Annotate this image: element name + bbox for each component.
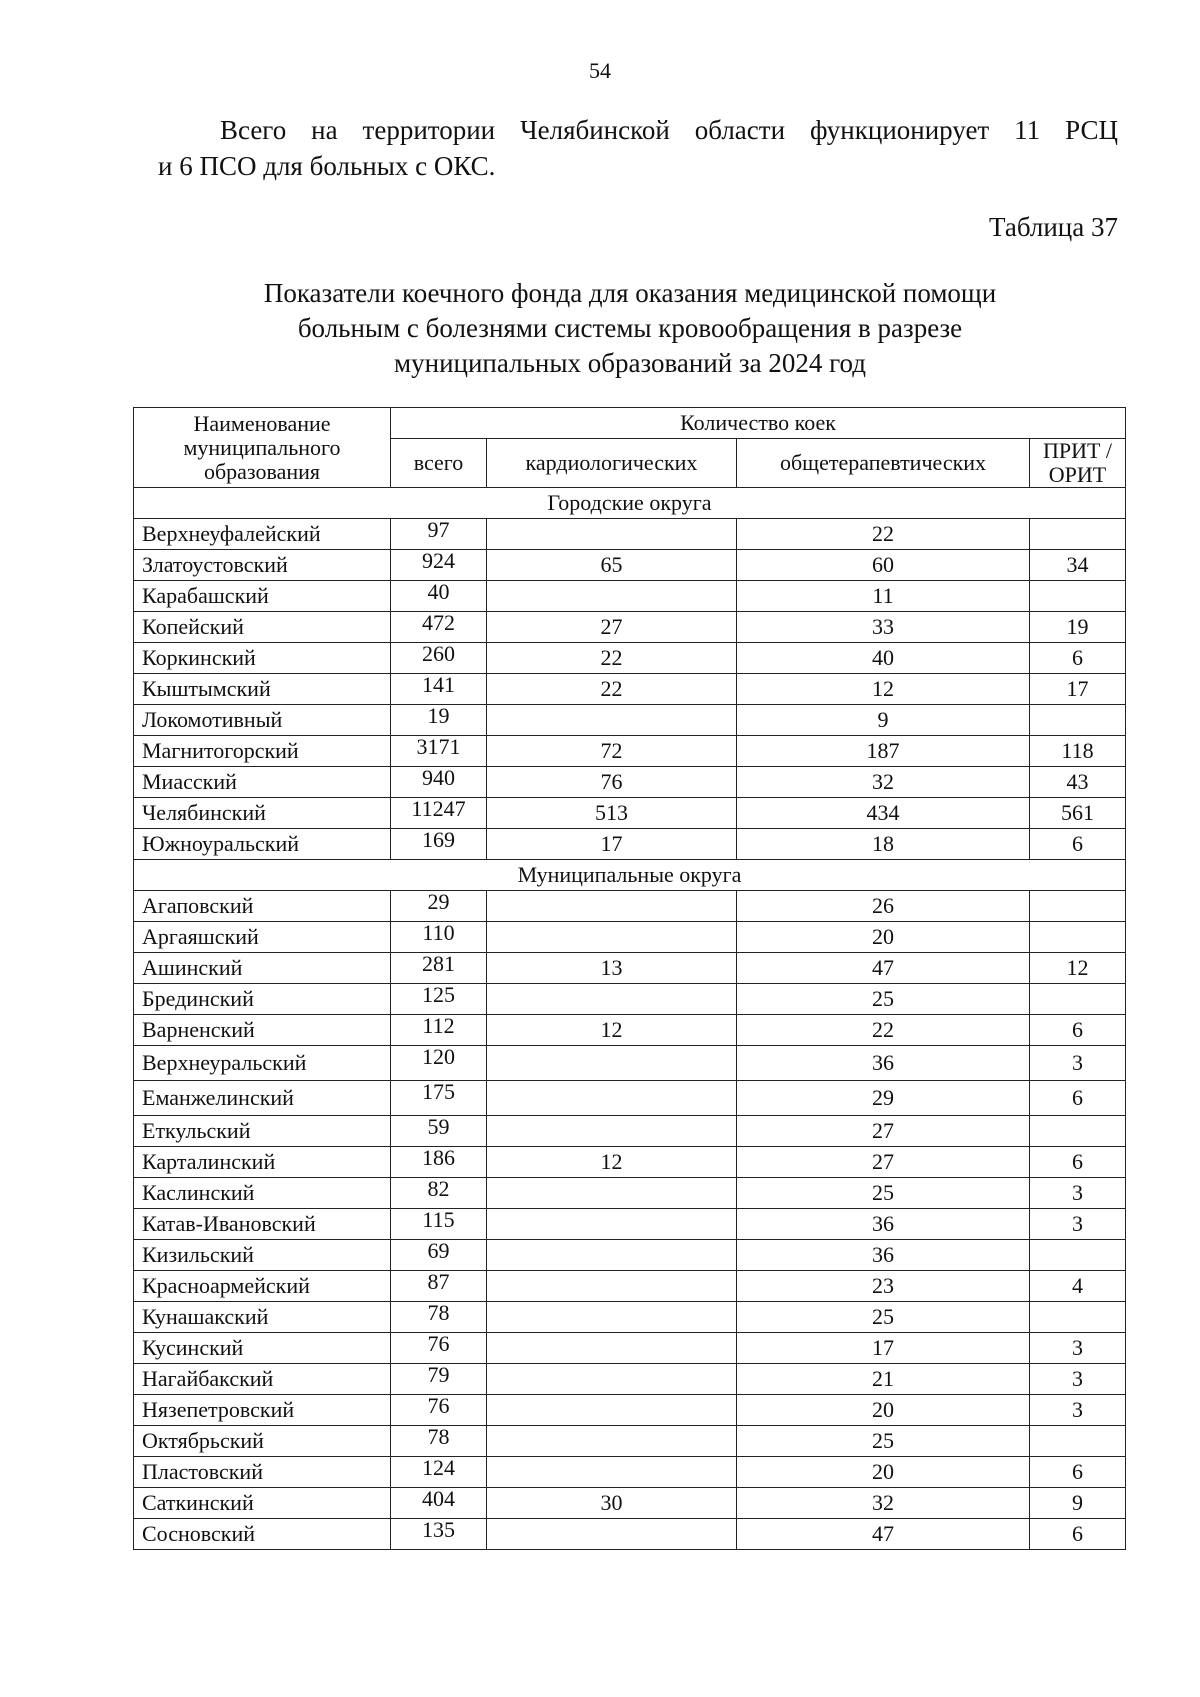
cell-total: 40 (391, 581, 487, 612)
cell-therapy: 25 (737, 1426, 1030, 1457)
cell-total: 87 (391, 1271, 487, 1302)
cell-cardio: 12 (487, 1147, 737, 1178)
table-row (134, 829, 1126, 860)
table-row (134, 705, 1126, 736)
cell-cardio (487, 1081, 737, 1116)
cell-therapy: 23 (737, 1271, 1030, 1302)
cell-icu: 4 (1030, 1271, 1126, 1302)
table-row (134, 1395, 1126, 1426)
cell-icu (1030, 1240, 1126, 1271)
cell-total: 125 (391, 984, 487, 1015)
intro-line-2: и 6 ПСО для больных с ОКС. (158, 151, 496, 181)
cell-icu: 19 (1030, 612, 1126, 643)
cell-municipality-name: Саткинский (134, 1488, 391, 1519)
cell-total: 135 (391, 1519, 487, 1550)
page-number: 54 (589, 58, 611, 83)
cell-total: 82 (391, 1178, 487, 1209)
cell-municipality-name: Сосновский (134, 1519, 391, 1550)
table-row (134, 519, 1126, 550)
cell-icu (1030, 581, 1126, 612)
table-row (134, 1302, 1126, 1333)
header-bed-count: Количество коек (391, 408, 1126, 439)
section-header-row (134, 860, 1126, 891)
cell-municipality-name: Варненский (134, 1015, 391, 1046)
cell-total: 124 (391, 1457, 487, 1488)
cell-cardio (487, 922, 737, 953)
cell-cardio (487, 1395, 737, 1426)
cell-total: 69 (391, 1240, 487, 1271)
table-title-line-1: Показатели коечного фонда для оказания медицинской помощи (263, 278, 997, 308)
cell-total: 112 (391, 1015, 487, 1046)
table-row (134, 1046, 1126, 1081)
cell-municipality-name: Кунашакский (134, 1302, 391, 1333)
cell-icu: 34 (1030, 550, 1126, 581)
cell-therapy: 21 (737, 1364, 1030, 1395)
cell-cardio: 72 (487, 736, 737, 767)
cell-icu: 6 (1030, 1519, 1126, 1550)
cell-cardio (487, 1302, 737, 1333)
cell-cardio: 22 (487, 643, 737, 674)
table-row (134, 767, 1126, 798)
table-row (134, 1457, 1126, 1488)
cell-municipality-name: Октябрьский (134, 1426, 391, 1457)
cell-cardio (487, 1046, 737, 1081)
cell-therapy: 60 (737, 550, 1030, 581)
cell-cardio (487, 1426, 737, 1457)
cell-cardio (487, 984, 737, 1015)
cell-total: 19 (391, 705, 487, 736)
cell-total: 175 (391, 1081, 487, 1116)
cell-total: 472 (391, 612, 487, 643)
cell-therapy: 9 (737, 705, 1030, 736)
cell-municipality-name: Кизильский (134, 1240, 391, 1271)
cell-icu (1030, 922, 1126, 953)
cell-total: 110 (391, 922, 487, 953)
cell-icu: 3 (1030, 1333, 1126, 1364)
cell-therapy: 27 (737, 1116, 1030, 1147)
table-label: Таблица 37 (989, 212, 1118, 242)
cell-icu: 3 (1030, 1178, 1126, 1209)
cell-therapy: 26 (737, 891, 1030, 922)
intro-line-1: Всего на территории Челябинской области функционирует 11 РСЦ (220, 115, 1118, 145)
cell-cardio (487, 1271, 737, 1302)
cell-municipality-name: Челябинский (134, 798, 391, 829)
cell-icu: 9 (1030, 1488, 1126, 1519)
cell-total: 78 (391, 1426, 487, 1457)
table-row (134, 1333, 1126, 1364)
cell-total: 29 (391, 891, 487, 922)
cell-municipality-name: Кыштымский (134, 674, 391, 705)
cell-municipality-name: Катав-Ивановский (134, 1209, 391, 1240)
cell-cardio (487, 1240, 737, 1271)
cell-icu: 3 (1030, 1395, 1126, 1426)
cell-therapy: 17 (737, 1333, 1030, 1364)
cell-cardio (487, 1209, 737, 1240)
cell-total: 141 (391, 674, 487, 705)
table-row (134, 891, 1126, 922)
cell-municipality-name: Брединский (134, 984, 391, 1015)
cell-municipality-name: Пластовский (134, 1457, 391, 1488)
table-row (134, 1240, 1126, 1271)
table-row (134, 550, 1126, 581)
cell-municipality-name: Златоустовский (134, 550, 391, 581)
cell-total: 940 (391, 767, 487, 798)
cell-icu: 3 (1030, 1364, 1126, 1395)
cell-cardio (487, 1178, 737, 1209)
cell-therapy: 32 (737, 767, 1030, 798)
cell-municipality-name: Красноармейский (134, 1271, 391, 1302)
cell-cardio (487, 1333, 737, 1364)
cell-municipality-name: Коркинский (134, 643, 391, 674)
cell-municipality-name: Копейский (134, 612, 391, 643)
table-row (134, 1116, 1126, 1147)
cell-cardio: 12 (487, 1015, 737, 1046)
header-total: всего (391, 439, 487, 488)
cell-cardio: 27 (487, 612, 737, 643)
cell-therapy: 36 (737, 1046, 1030, 1081)
table-row (134, 1015, 1126, 1046)
table-row (134, 581, 1126, 612)
cell-icu (1030, 891, 1126, 922)
cell-therapy: 20 (737, 922, 1030, 953)
cell-total: 404 (391, 1488, 487, 1519)
cell-icu (1030, 1426, 1126, 1457)
cell-icu: 6 (1030, 1147, 1126, 1178)
cell-icu: 561 (1030, 798, 1126, 829)
table-row (134, 1178, 1126, 1209)
cell-icu: 6 (1030, 829, 1126, 860)
cell-therapy: 36 (737, 1240, 1030, 1271)
table-header (134, 408, 1126, 488)
cell-cardio: 76 (487, 767, 737, 798)
cell-total: 78 (391, 1302, 487, 1333)
table-row (134, 1209, 1126, 1240)
cell-municipality-name: Нагайбакский (134, 1364, 391, 1395)
cell-municipality-name: Магнитогорский (134, 736, 391, 767)
table-title (0, 276, 1200, 381)
table-row (134, 1081, 1126, 1116)
cell-therapy: 20 (737, 1395, 1030, 1426)
cell-therapy: 22 (737, 1015, 1030, 1046)
beds-table (133, 407, 1126, 1550)
cell-cardio: 513 (487, 798, 737, 829)
cell-cardio: 22 (487, 674, 737, 705)
cell-municipality-name: Локомотивный (134, 705, 391, 736)
table-row (134, 1426, 1126, 1457)
section-title: Муниципальные округа (134, 860, 1126, 891)
header-therapy: общетерапевтических (737, 439, 1030, 488)
cell-icu: 6 (1030, 1081, 1126, 1116)
table-row (134, 612, 1126, 643)
cell-municipality-name: Южноуральский (134, 829, 391, 860)
table-body (134, 488, 1126, 1550)
table-row (134, 1364, 1126, 1395)
cell-cardio (487, 1457, 737, 1488)
header-cardio: кардиологических (487, 439, 737, 488)
cell-icu: 3 (1030, 1046, 1126, 1081)
cell-icu: 12 (1030, 953, 1126, 984)
table-row (134, 1488, 1126, 1519)
cell-cardio (487, 705, 737, 736)
cell-municipality-name: Агаповский (134, 891, 391, 922)
cell-cardio (487, 1116, 737, 1147)
cell-therapy: 11 (737, 581, 1030, 612)
cell-total: 3171 (391, 736, 487, 767)
cell-icu: 3 (1030, 1209, 1126, 1240)
cell-icu: 118 (1030, 736, 1126, 767)
cell-municipality-name: Аргаяшский (134, 922, 391, 953)
table-row (134, 1271, 1126, 1302)
cell-total: 79 (391, 1364, 487, 1395)
table-row (134, 674, 1126, 705)
cell-therapy: 12 (737, 674, 1030, 705)
cell-cardio (487, 1364, 737, 1395)
table-row (134, 643, 1126, 674)
cell-total: 115 (391, 1209, 487, 1240)
cell-icu (1030, 1116, 1126, 1147)
cell-therapy: 29 (737, 1081, 1030, 1116)
cell-therapy: 33 (737, 612, 1030, 643)
cell-icu (1030, 705, 1126, 736)
cell-municipality-name: Карабашский (134, 581, 391, 612)
cell-total: 260 (391, 643, 487, 674)
cell-icu: 6 (1030, 643, 1126, 674)
cell-therapy: 434 (737, 798, 1030, 829)
cell-cardio: 17 (487, 829, 737, 860)
cell-icu (1030, 984, 1126, 1015)
cell-total: 281 (391, 953, 487, 984)
cell-therapy: 20 (737, 1457, 1030, 1488)
table-title-line-3: муниципальных образований за 2024 год (394, 348, 866, 378)
table-row (134, 984, 1126, 1015)
cell-cardio: 13 (487, 953, 737, 984)
cell-therapy: 25 (737, 984, 1030, 1015)
cell-municipality-name: Ашинский (134, 953, 391, 984)
table-title-line-2: больным с болезнями системы кровообращения в разрезе (297, 313, 963, 343)
cell-total: 120 (391, 1046, 487, 1081)
cell-therapy: 47 (737, 1519, 1030, 1550)
cell-total: 97 (391, 519, 487, 550)
cell-municipality-name: Каслинский (134, 1178, 391, 1209)
cell-icu: 17 (1030, 674, 1126, 705)
cell-municipality-name: Миасский (134, 767, 391, 798)
intro-paragraph (158, 112, 1118, 184)
cell-icu: 6 (1030, 1457, 1126, 1488)
cell-therapy: 25 (737, 1178, 1030, 1209)
cell-total: 11247 (391, 798, 487, 829)
cell-total: 186 (391, 1147, 487, 1178)
cell-cardio (487, 1519, 737, 1550)
cell-total: 924 (391, 550, 487, 581)
cell-total: 76 (391, 1395, 487, 1426)
cell-therapy: 32 (737, 1488, 1030, 1519)
cell-therapy: 40 (737, 643, 1030, 674)
cell-municipality-name: Карталинский (134, 1147, 391, 1178)
cell-therapy: 25 (737, 1302, 1030, 1333)
cell-icu: 43 (1030, 767, 1126, 798)
cell-therapy: 36 (737, 1209, 1030, 1240)
section-header-row (134, 488, 1126, 519)
cell-total: 169 (391, 829, 487, 860)
cell-municipality-name: Верхнеуфалейский (134, 519, 391, 550)
cell-municipality-name: Кусинский (134, 1333, 391, 1364)
cell-icu: 6 (1030, 1015, 1126, 1046)
cell-therapy: 187 (737, 736, 1030, 767)
cell-cardio (487, 891, 737, 922)
cell-municipality-name: Еткульский (134, 1116, 391, 1147)
cell-cardio (487, 519, 737, 550)
section-title: Городские округа (134, 488, 1126, 519)
cell-municipality-name: Нязепетровский (134, 1395, 391, 1426)
cell-total: 59 (391, 1116, 487, 1147)
cell-therapy: 22 (737, 519, 1030, 550)
cell-cardio: 30 (487, 1488, 737, 1519)
table-row (134, 1147, 1126, 1178)
header-municipality: Наименование муниципального образования (134, 408, 391, 488)
cell-cardio: 65 (487, 550, 737, 581)
cell-therapy: 47 (737, 953, 1030, 984)
table-row (134, 736, 1126, 767)
table-row (134, 953, 1126, 984)
table-row (134, 798, 1126, 829)
cell-therapy: 27 (737, 1147, 1030, 1178)
cell-therapy: 18 (737, 829, 1030, 860)
cell-icu (1030, 519, 1126, 550)
table-row (134, 1519, 1126, 1550)
cell-cardio (487, 581, 737, 612)
header-icu: ПРИТ /ОРИТ (1030, 439, 1126, 488)
cell-icu (1030, 1302, 1126, 1333)
cell-total: 76 (391, 1333, 487, 1364)
cell-municipality-name: Еманжелинский (134, 1081, 391, 1116)
table-row (134, 922, 1126, 953)
cell-municipality-name: Верхнеуральский (134, 1046, 391, 1081)
